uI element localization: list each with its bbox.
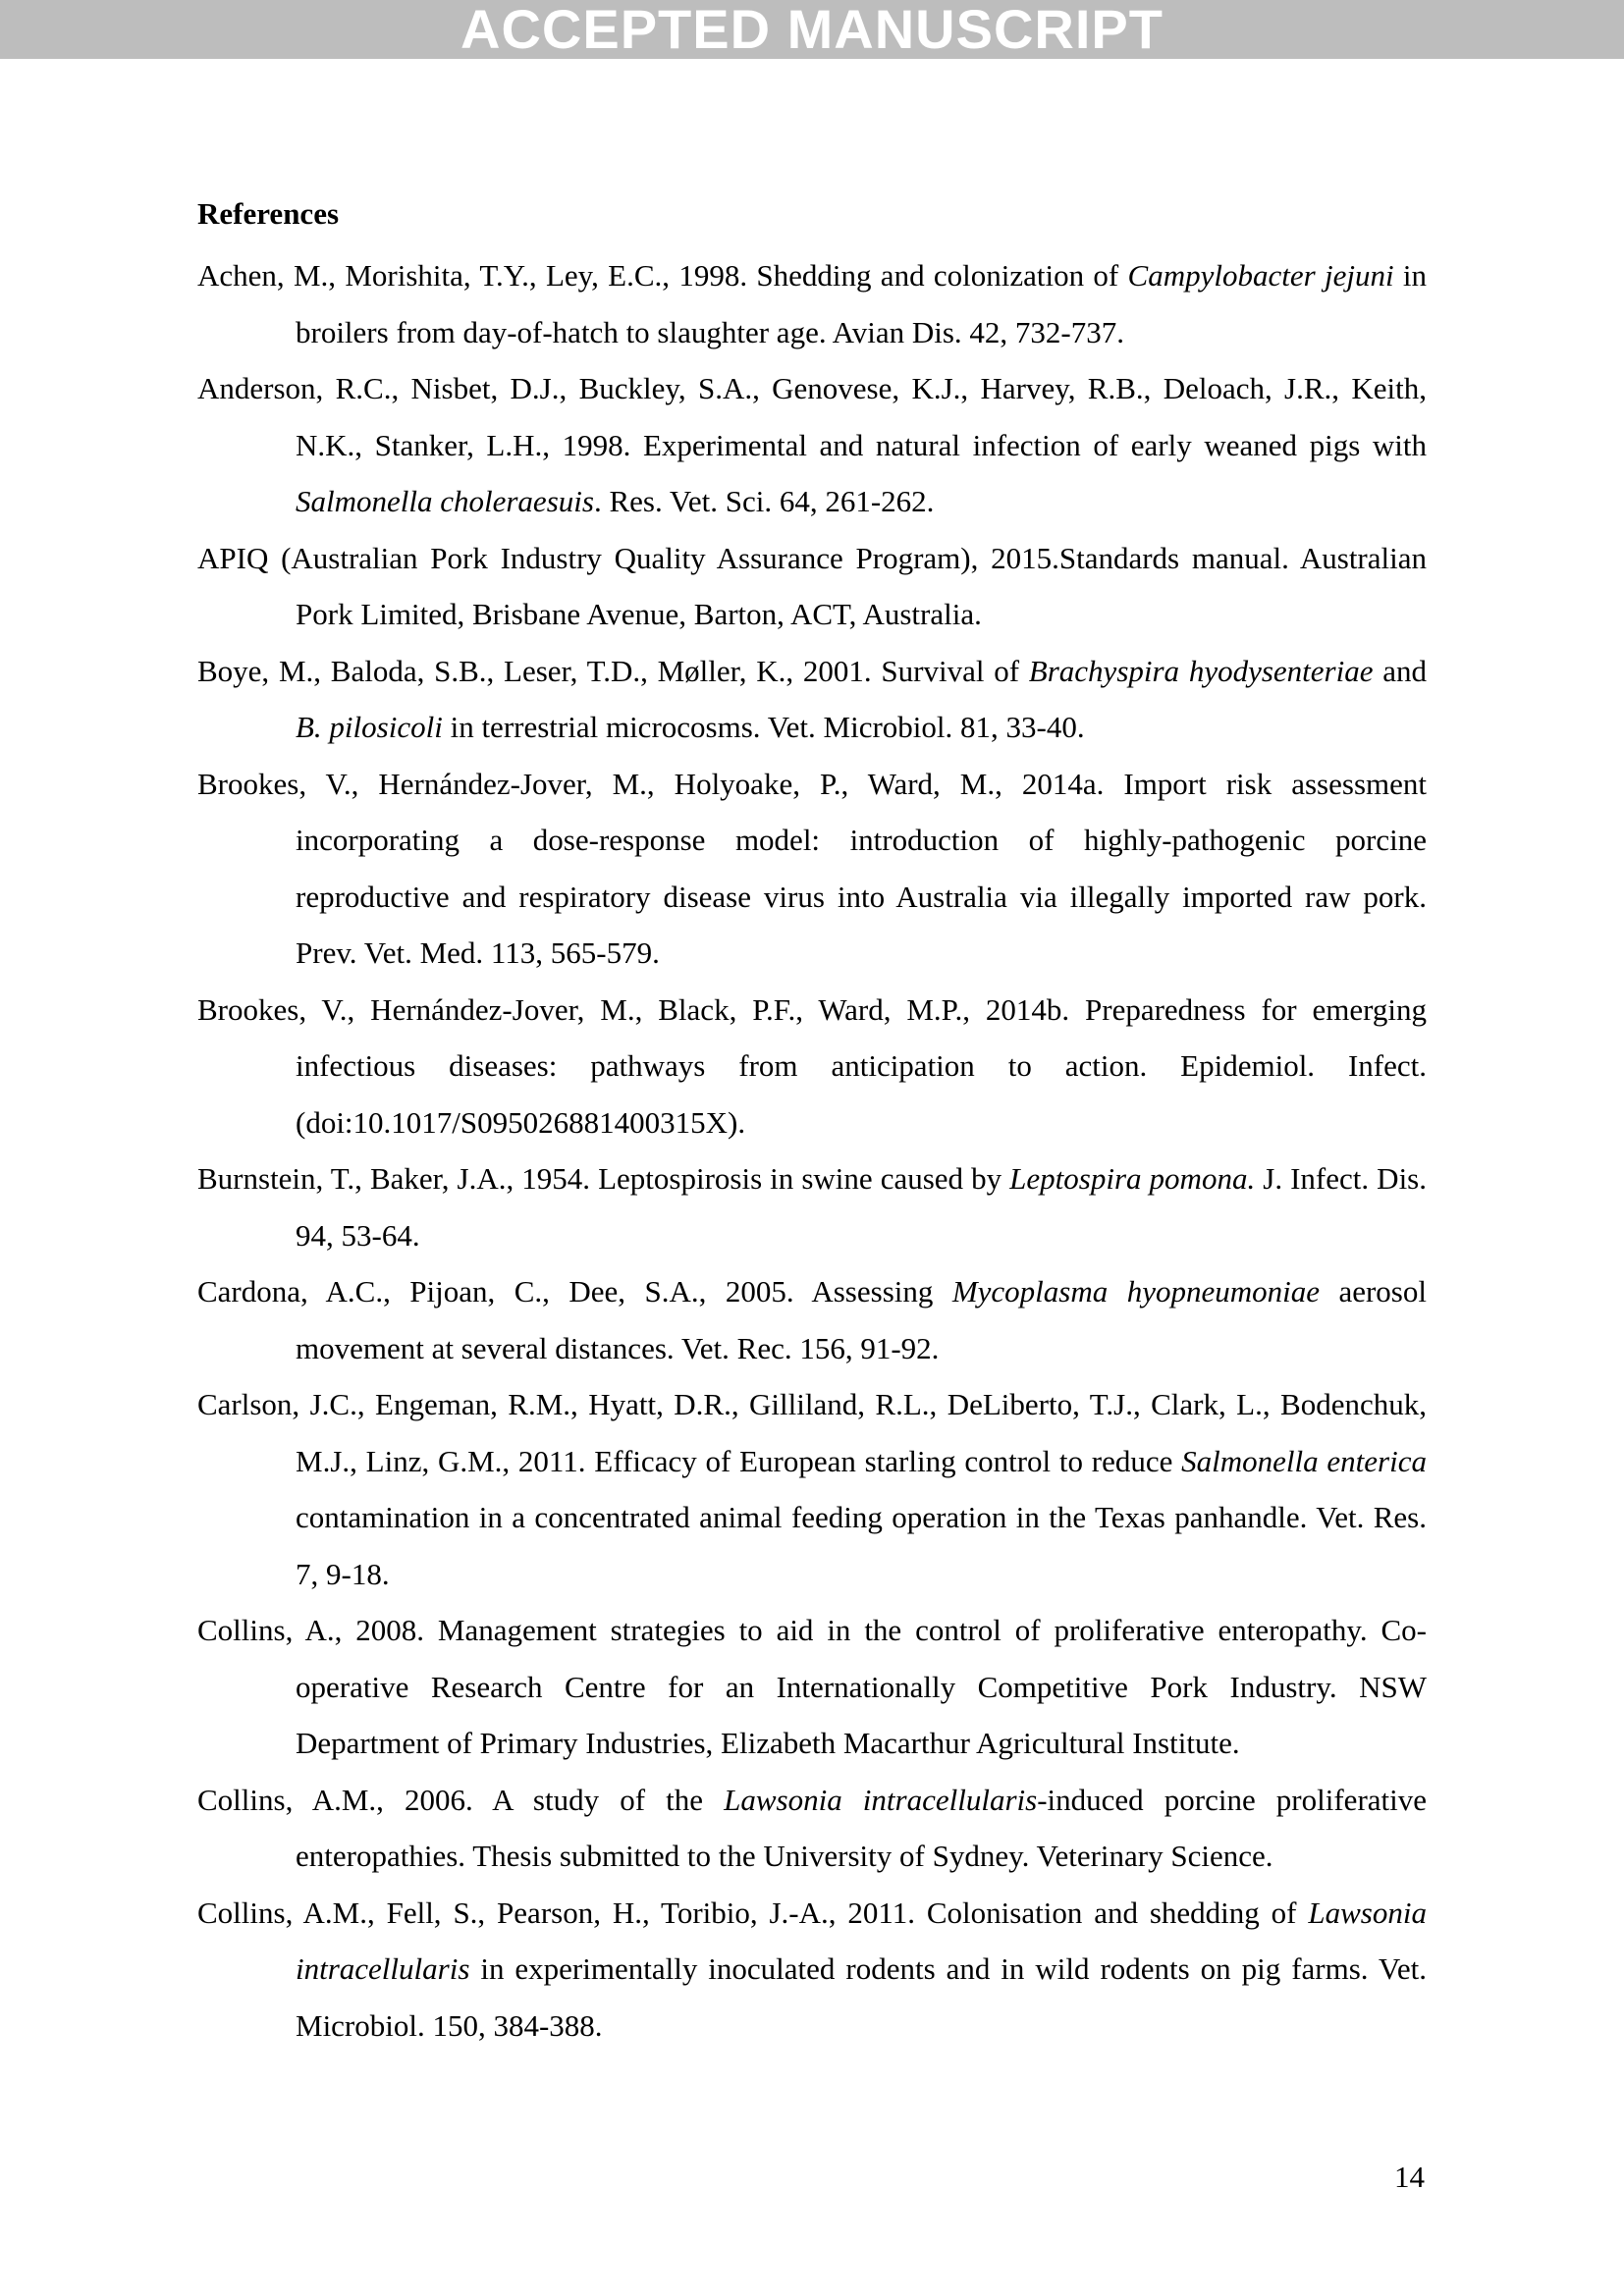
reference-entry: Achen, M., Morishita, T.Y., Ley, E.C., 1998. Shedding and colonization of Campylobacter jejuni in broilers from day-of-hatch to slaughter age. Avian Dis. 42, 732-737.: [197, 258, 1427, 349]
reference-entry: Collins, A.M., 2006. A study of the Lawsonia intracellularis-induced porcine proliferative enteropathies. Thesis submitted to the University of Sydney. Veterinary Science.: [197, 1782, 1428, 1873]
reference-entry: Burnstein, T., Baker, J.A., 1954. Leptospirosis in swine caused by Leptospira pomona. J. Infect. Dis. 94, 53-64.: [197, 1161, 1427, 1253]
reference-entry: Anderson, R.C., Nisbet, D.J., Buckley, S.A., Genovese, K.J., Harvey, R.B., Deloach, J.R., Keith, N.K., Stanker, L.H., 1998. Experimental and natural infection of early weaned pigs with Salmonella choleraesuis. Res. Vet. Sci. 64, 261-262.: [197, 371, 1427, 518]
reference-entry: Carlson, J.C., Engeman, R.M., Hyatt, D.R., Gilliland, R.L., DeLiberto, T.J., Clark, L., Bodenchuk, M.J., Linz, G.M., 2011. Efficacy of European starling control to reduce Salmonella enterica contamination in a concentrated animal feeding operation in the Texas panhandle. Vet. Res. 7, 9-18.: [197, 1387, 1427, 1591]
reference-entry: Cardona, A.C., Pijoan, C., Dee, S.A., 2005. Assessing Mycoplasma hyopneumoniae aerosol movement at several distances. Vet. Rec. 156, 91-92.: [197, 1274, 1427, 1365]
accepted-manuscript-banner: [0, 0, 1624, 59]
reference-entry: Boye, M., Baloda, S.B., Leser, T.D., Møller, K., 2001. Survival of Brachyspira hyodysenteriae and B. pilosicoli in terrestrial microcosms. Vet. Microbiol. 81, 33-40.: [197, 653, 1427, 744]
page-number: 14: [1394, 2160, 1425, 2194]
reference-entry: Brookes, V., Hernández-Jover, M., Holyoake, P., Ward, M., 2014a. Import risk assessment incorporating a dose-response model: introduction of highly-pathogenic porcine reproductive and respiratory disease virus into Australia via illegally imported raw pork. Prev. Vet. Med. 113, 565-579.: [197, 766, 1427, 970]
reference-entry: Collins, A.M., Fell, S., Pearson, H., Toribio, J.-A., 2011. Colonisation and shedding of Lawsonia intracellularis in experimentally inoculated rodents and in wild rodents on pig farms. Vet. Microbiol. 150, 384-388.: [197, 1895, 1427, 2043]
references-heading: References: [197, 196, 340, 231]
reference-entry: Collins, A., 2008. Management strategies to aid in the control of proliferative enteropathy. Co-operative Research Centre for an Internationally Competitive Pork Industry. NSW Department of Primary Industries, Elizabeth Macarthur Agricultural Institute.: [197, 1613, 1427, 1760]
references-section: [197, 192, 1427, 2054]
reference-entry: Brookes, V., Hernández-Jover, M., Black, P.F., Ward, M.P., 2014b. Preparedness for emerging infectious diseases: pathways from anticipation to action. Epidemiol. Infect. (doi:10.1017/S095026881400315X).: [197, 991, 1427, 1140]
reference-entry: APIQ (Australian Pork Industry Quality Assurance Program), 2015.Standards manual. Australian Pork Limited, Brisbane Avenue, Barton, ACT, Australia.: [197, 540, 1427, 631]
banner-text: ACCEPTED MANUSCRIPT: [460, 0, 1164, 60]
